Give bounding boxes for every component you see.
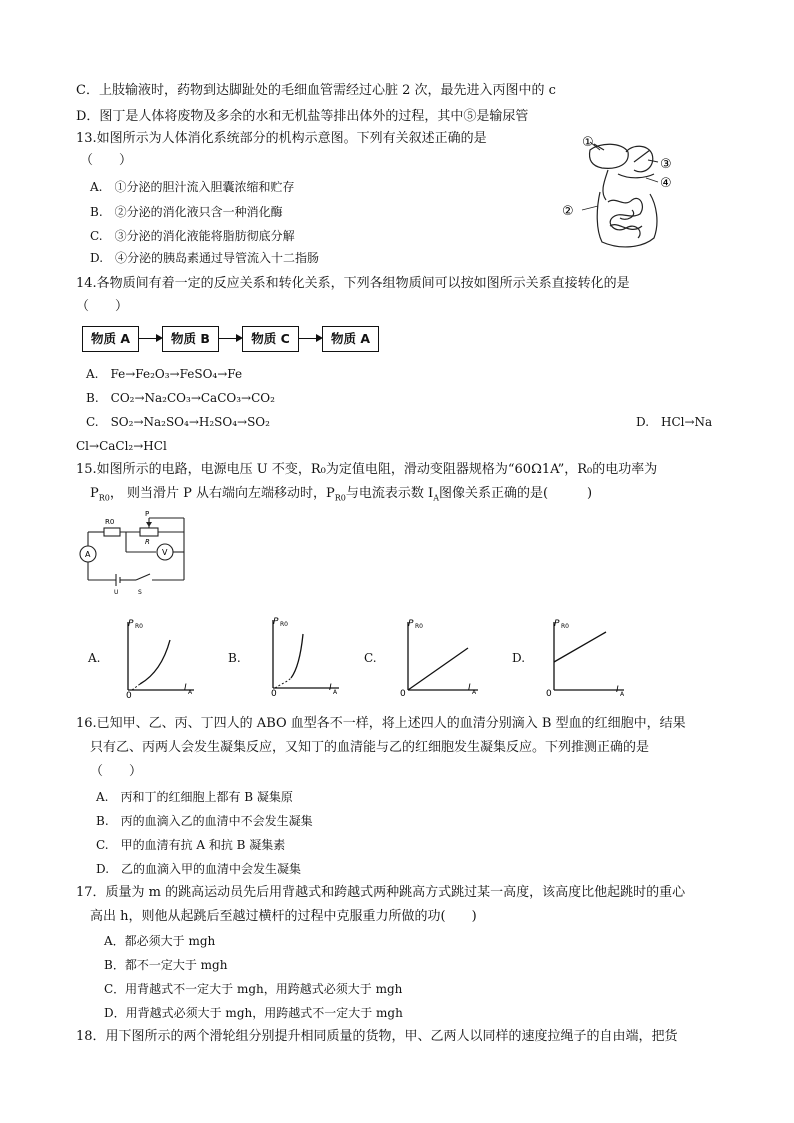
graph-y-label: P xyxy=(408,619,414,629)
graph-y-label: P xyxy=(554,619,560,629)
q17-option-d: D．用背越式必须大于 mgh，用跨越式不一定大于 mgh xyxy=(104,1006,403,1020)
q15-text: P xyxy=(90,486,99,501)
q15-text: 图像关系正确的是( ) xyxy=(438,486,593,501)
q14-option-a: A. Fe→Fe₂O₃→FeSO₄→Fe xyxy=(86,367,243,381)
graph-y-sub: R0 xyxy=(280,621,288,628)
flow-box-a: 物质 A xyxy=(82,326,139,352)
graph-origin: 0 xyxy=(546,689,552,699)
q12-option-c: C．上肢输液时，药物到达脚趾处的毛细血管需经过心脏 2 次，最先进入丙图中的 c xyxy=(76,83,556,98)
digestive-label-1: ① xyxy=(582,135,594,150)
q13-option-a: A. ①分泌的胆汁流入胆囊浓缩和贮存 xyxy=(90,180,295,194)
q13-stem: 13.如图所示为人体消化系统部分的机构示意图。下列有关叙述正确的是 xyxy=(76,131,487,146)
circuit-label-p: P xyxy=(145,510,150,518)
q13-answer-paren: （ ） xyxy=(80,153,133,168)
q16-stem-line1: 16.已知甲、乙、丙、丁四人的 ABO 血型各不一样，将上述四人的血清分别滴入 B 型血的红细胞中，结果 xyxy=(76,716,686,731)
circuit-label-voltmeter: V xyxy=(162,548,168,557)
graph-y-label: P xyxy=(128,619,134,629)
flow-box-a2: 物质 A xyxy=(322,326,379,352)
q14-option-d-part2: Cl→CaCl₂→HCl xyxy=(76,439,167,453)
graph-x-label: I xyxy=(329,683,332,693)
digestive-label-2: ② xyxy=(562,204,574,219)
circuit-label-r0: R0 xyxy=(105,518,115,526)
q14-option-d-part1: D. HCl→Na xyxy=(636,415,713,429)
q17-option-a: A．都必须大于 mgh xyxy=(104,934,216,948)
q14-option-c: C. SO₂→Na₂SO₄→H₂SO₄→SO₂ xyxy=(86,415,270,429)
graph-y-sub: R0 xyxy=(561,623,569,630)
graph-x-label: I xyxy=(616,685,619,695)
graph-x-label: I xyxy=(184,683,187,693)
q13-option-b: B. ②分泌的消化液只含一种消化酶 xyxy=(90,205,283,219)
q15-sub: A xyxy=(433,493,439,503)
graph-y-sub: R0 xyxy=(415,623,423,630)
digestive-label-4: ④ xyxy=(660,176,672,191)
q15-graph-c xyxy=(398,614,484,700)
flow-arrow xyxy=(139,338,161,339)
q15-graph-a xyxy=(118,614,198,700)
graph-origin: 0 xyxy=(271,689,277,698)
q15-sub: R0 xyxy=(334,493,346,503)
digestive-label-3: ③ xyxy=(660,157,672,172)
q15-graph-b-label: B. xyxy=(228,651,241,665)
q15-stem-line1: 15.如图所示的电路，电源电压 U 不变，R₀为定值电阻，滑动变阻器规格为“60Ω1A”，R₀的电功率为 xyxy=(76,462,658,477)
q15-graph-c-label: C. xyxy=(364,651,377,665)
flow-box-c: 物质 C xyxy=(242,326,299,352)
graph-x-sub: A xyxy=(333,689,338,696)
q16-option-d: D. 乙的血滴入甲的血清中会发生凝集 xyxy=(96,862,302,876)
q16-option-b: B. 丙的血滴入乙的血清中不会发生凝集 xyxy=(96,814,313,828)
q15-graph-a-label: A. xyxy=(88,651,101,665)
graph-y-label: P xyxy=(273,617,279,627)
flow-arrow xyxy=(219,338,241,339)
flow-arrow xyxy=(299,338,321,339)
q14-option-b: B. CO₂→Na₂CO₃→CaCO₃→CO₂ xyxy=(86,391,275,405)
q15-sub: R0 xyxy=(98,493,110,503)
circuit-label-r: R xyxy=(145,538,150,546)
q13-option-c: C. ③分泌的消化液能将脂肪彻底分解 xyxy=(90,229,295,243)
q17-stem-line1: 17．质量为 m 的跳高运动员先后用背越式和跨越式两种跳高方式跳过某一高度，该高度比他起跳时的重心 xyxy=(76,885,686,900)
q16-answer-paren: （ ） xyxy=(90,764,143,779)
flow-box-b: 物质 B xyxy=(162,326,219,352)
q15-stem-line2 xyxy=(90,486,592,507)
circuit-label-s: S xyxy=(138,589,142,596)
q15-text: ， 则当滑片 P 从右端向左端移动时，P xyxy=(109,486,335,501)
q14-answer-paren: （ ） xyxy=(76,299,129,314)
q14-stem: 14.各物质间有着一定的反应关系和转化关系，下列各组物质间可以按如图所示关系直接转化的是 xyxy=(76,276,630,291)
q16-option-c: C. 甲的血清有抗 A 和抗 B 凝集素 xyxy=(96,838,286,852)
digestive-system-diagram xyxy=(560,130,700,255)
graph-origin: 0 xyxy=(126,691,132,700)
graph-x-sub: A xyxy=(620,691,625,698)
circuit-label-ammeter: A xyxy=(85,550,91,559)
graph-origin: 0 xyxy=(400,689,406,699)
q15-graph-b xyxy=(263,612,343,698)
q17-option-b: B．都不一定大于 mgh xyxy=(104,958,228,972)
circuit-label-u: U xyxy=(114,589,119,596)
q17-option-c: C．用背越式不一定大于 mgh，用跨越式必须大于 mgh xyxy=(104,982,403,996)
graph-x-sub: A xyxy=(472,689,477,696)
q15-graph-d-label: D. xyxy=(512,651,526,665)
substance-flow-diagram xyxy=(82,324,382,354)
q12-option-d: D．图丁是人体将废物及多余的水和无机盐等排出体外的过程，其中⑤是输尿管 xyxy=(76,109,529,124)
q15-graph-d xyxy=(544,614,630,700)
q15-text: 与电流表示数 I xyxy=(345,486,434,501)
circuit-diagram xyxy=(74,508,194,596)
q16-option-a: A. 丙和丁的红细胞上都有 B 凝集原 xyxy=(96,790,293,804)
q17-stem-line2: 高出 h，则他从起跳后至越过横杆的过程中克服重力所做的功( ) xyxy=(90,909,477,924)
q13-option-d: D. ④分泌的胰岛素通过导管流入十二指肠 xyxy=(90,251,320,265)
q16-stem-line2: 只有乙、丙两人会发生凝集反应，又知丁的血清能与乙的红细胞发生凝集反应。下列推测正确的是 xyxy=(90,740,650,755)
graph-x-sub: A xyxy=(188,689,193,696)
graph-x-label: I xyxy=(468,683,471,693)
q18-stem: 18．用下图所示的两个滑轮组分别提升相同质量的货物，甲、乙两人以同样的速度拉绳子的自由端，把货 xyxy=(76,1029,678,1044)
graph-y-sub: R0 xyxy=(135,623,143,630)
